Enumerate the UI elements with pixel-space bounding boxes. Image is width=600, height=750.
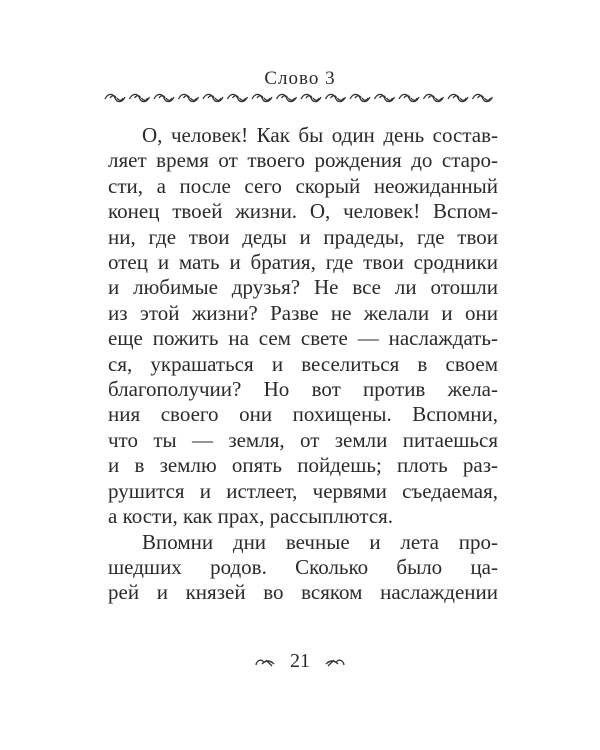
text-line: рей и князей во всяком наслаждении — [108, 580, 498, 605]
text-line: благополучии? Но вот против жела- — [108, 377, 498, 402]
decorative-divider-ornament — [104, 91, 496, 105]
text-line: ляет время от твоего рождения до старо- — [108, 148, 498, 173]
left-flourish-icon — [254, 656, 276, 668]
page-footer — [0, 650, 600, 673]
text-line: из этой жизни? Разве не желали и они — [108, 300, 498, 325]
text-line: еще пожить на сем свете — наслаждать- — [108, 326, 498, 351]
text-line: ни, где твои деды и прадеды, где твои — [108, 224, 498, 249]
text-line: О, человек! Как бы один день состав- — [142, 123, 498, 147]
text-line: шедших родов. Сколько было ца- — [108, 554, 498, 579]
chapter-title: Слово 3 — [264, 68, 336, 89]
text-line: и любимые друзья? Не все ли отошли — [108, 275, 498, 300]
text-line: конец твоей жизни. О, человек! Вспом- — [108, 199, 498, 224]
page-body-text — [108, 123, 498, 606]
page-number: 21 — [290, 650, 310, 672]
text-line: и в землю опять пойдешь; плоть раз- — [108, 453, 498, 478]
text-line: а кости, как прах, рассыплются. — [108, 504, 394, 529]
text-line: что ты — земля, от земли питаешься — [108, 427, 498, 452]
text-line: отец и мать и братия, где твои сродники — [108, 250, 498, 275]
text-line: сти, а после сего скорый неожиданный — [108, 173, 498, 198]
text-line: ся, украшаться и веселиться в своем — [108, 351, 498, 376]
text-line: рушится и истлеет, червями съедаемая, — [108, 478, 498, 503]
text-line: ния своего они похищены. Вспомни, — [108, 402, 498, 427]
text-line: Впомни дни вечные и лета про- — [142, 529, 498, 554]
right-flourish-icon — [324, 656, 346, 668]
